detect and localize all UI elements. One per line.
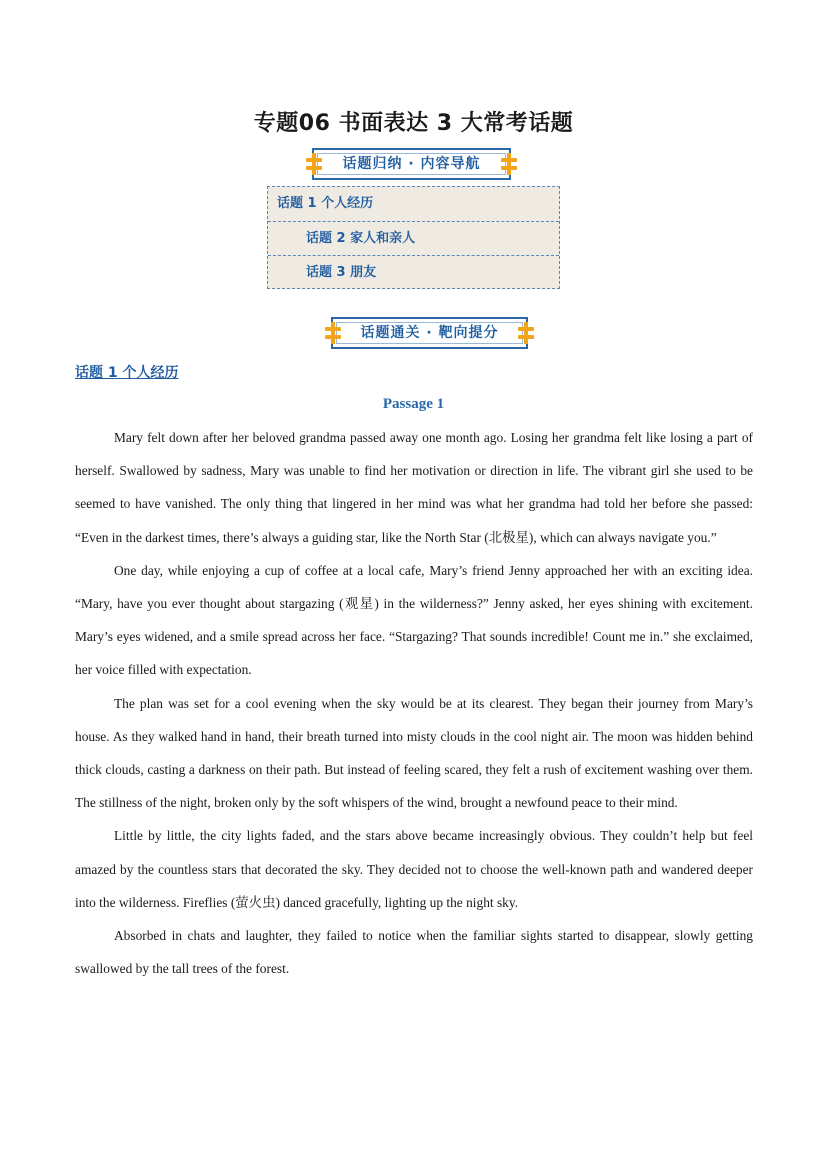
paragraph: The plan was set for a cool evening when the sky would be at its clearest. They began their journey from Mary’s house. As they walked hand in hand, their breath turned into misty clouds in the cool night air. The moon was hidden behind thick clouds, casting a darkness on their path. But instead of feeling scared, they felt a rush of excitement washing over them. The stillness of the night, broken only by the soft whispers of the wind, brought a newfound peace to their mind. <box>75 695 753 811</box>
nav-item-topic-1[interactable] <box>268 187 559 221</box>
paragraph: Absorbed in chats and laughter, they failed to notice when the familiar sights started to disappear, slowly getting swallowed by the tall trees of the forest. <box>75 928 753 977</box>
nav-banner <box>312 148 511 180</box>
document-title: 专题06 书面表达 3 大常考话题 <box>253 111 574 136</box>
paragraph: Little by little, the city lights faded, and the stars above became increasingly obvious. They couldn’t help but feel amazed by the countless stars that decorated the sky. They decided not to choose the well-known path and wandered deeper into the wilderness. Fireflies (萤火虫) danced gracefully, lighting up the night sky. <box>75 828 753 910</box>
topic-nav <box>267 186 560 289</box>
nav-item-label: 话题 1 个人经历 <box>277 196 374 211</box>
nav-item-topic-3[interactable] <box>268 255 559 290</box>
passage-body <box>75 421 753 985</box>
passage-title: Passage 1 <box>382 396 445 412</box>
paragraph: One day, while enjoying a cup of coffee at a local cafe, Mary’s friend Jenny approached her with an exciting idea. “Mary, have you ever thought about stargazing (观星) in the wilderness?” Jenny asked, her eyes shining with excitement. Mary’s eyes widened, and a smile spread across her face. “Stargazing? That sounds incredible! Count me in.” she exclaimed, her voice filled with expectation. <box>75 562 753 678</box>
paragraph: Mary felt down after her beloved grandma passed away one month ago. Losing her grandma felt like losing a part of herself. Swallowed by sadness, Mary was unable to find her motivation or direction in life. The vibrant girl she used to be seemed to have vanished. The only thing that lingered in her mind was what her grandma had told her before she passed: “Even in the darkest times, there’s always a guiding star, like the North Star (北极星), which can always navigate you.” <box>75 430 753 545</box>
nav-item-topic-2[interactable] <box>268 221 559 256</box>
nav-item-label: 话题 2 家人和亲人 <box>306 231 416 246</box>
banner-label: 话题归纳 · 内容导航 <box>342 156 481 172</box>
nav-item-label: 话题 3 朋友 <box>306 265 377 280</box>
banner-label: 话题通关 · 靶向提分 <box>360 325 499 341</box>
practice-banner <box>331 317 528 349</box>
section-heading-link[interactable]: 话题 1 个人经历 <box>75 365 179 381</box>
